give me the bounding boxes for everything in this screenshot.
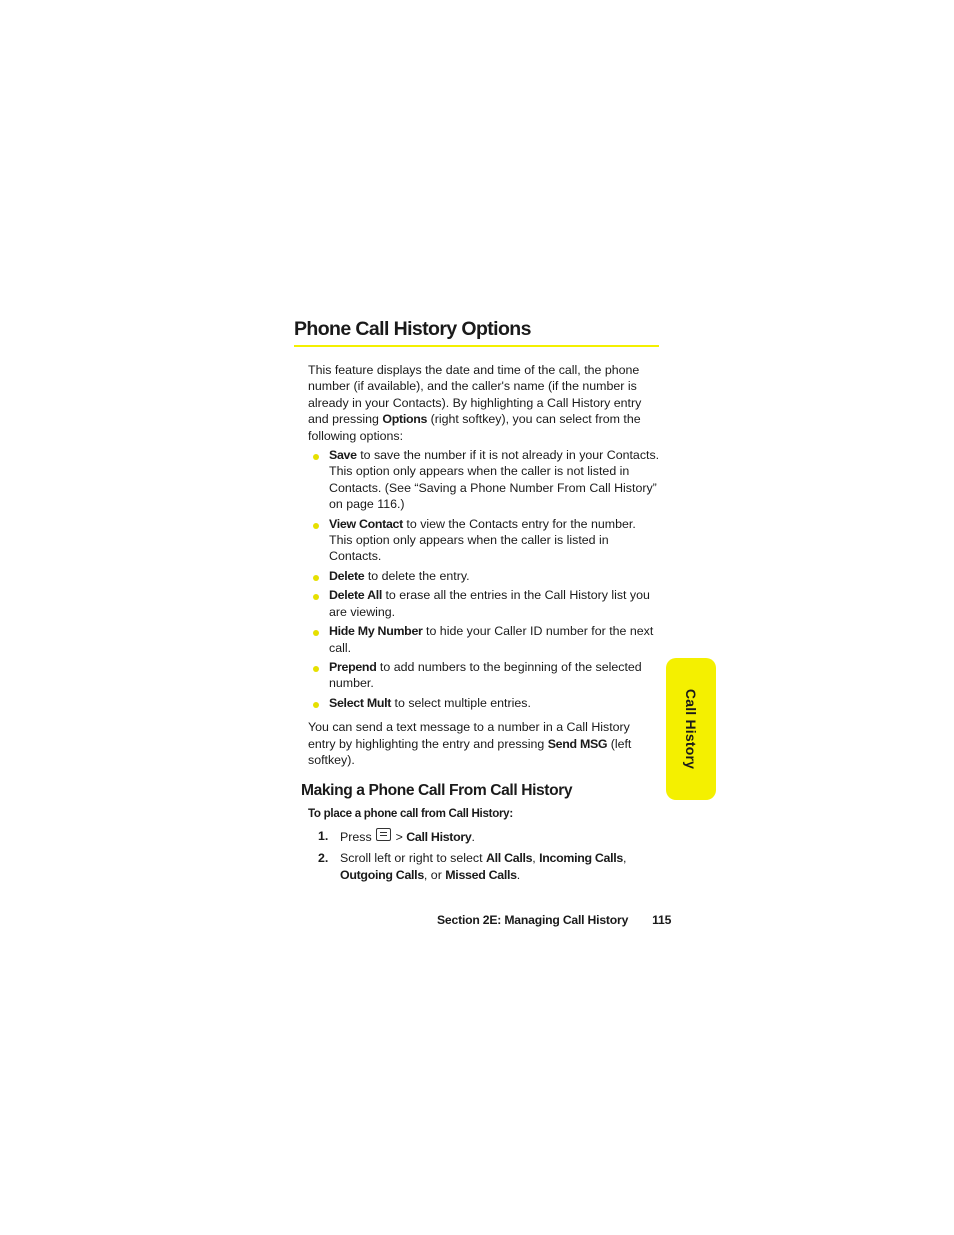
procedure-label: To place a phone call from Call History: bbox=[308, 807, 513, 821]
footer-section-label: Section 2E: Managing Call History bbox=[437, 913, 629, 927]
list-item: View Contact to view the Contacts entry for the number. This option only appears when the caller is listed in Contacts. bbox=[308, 516, 660, 565]
page-number: 115 bbox=[652, 913, 672, 927]
bullet-icon bbox=[313, 630, 319, 636]
side-tab-label: Call History bbox=[683, 688, 699, 770]
options-softkey-label: Options bbox=[382, 412, 428, 427]
bullet-icon bbox=[313, 523, 319, 529]
list-item: Prepend to add numbers to the beginning of the selected number. bbox=[308, 659, 660, 692]
bullet-icon bbox=[313, 666, 319, 672]
intro-paragraph: This feature displays the date and time of the call, the phone number (if available), and the caller's name (if the number is already in your Contacts). By highlighting a Call History entry and pressing Options (right softkey), you can select from the following options: bbox=[308, 363, 642, 443]
page-footer bbox=[437, 912, 671, 928]
send-msg-paragraph: You can send a text message to a number in a Call History entry by highlighting the entry and pressing Send MSG (left softkey). bbox=[308, 720, 632, 767]
bullet-icon bbox=[313, 594, 319, 600]
list-item: Select Mult to select multiple entries. bbox=[308, 695, 660, 711]
bullet-icon bbox=[313, 702, 319, 708]
list-item: Delete to delete the entry. bbox=[308, 568, 660, 584]
subsection-title: Making a Phone Call From Call History bbox=[301, 782, 573, 800]
list-item: Delete All to erase all the entries in the Call History list you are viewing. bbox=[308, 587, 660, 620]
options-list bbox=[308, 447, 660, 711]
step-item: 1. Press > Call History. bbox=[318, 828, 475, 844]
page-title: Phone Call History Options bbox=[294, 316, 659, 347]
bullet-icon bbox=[313, 575, 319, 581]
list-item: Save to save the number if it is not already in your Contacts. This option only appears when the caller is not listed in Contacts. (See “Saving a Phone Number From Call History” on page 116.) bbox=[308, 447, 660, 513]
menu-key-icon bbox=[376, 828, 391, 841]
step-item: 2. Scroll left or right to select All Calls, Incoming Calls, Outgoing Calls, or Missed Calls. bbox=[318, 851, 627, 882]
content-body bbox=[301, 362, 660, 888]
side-tab bbox=[666, 658, 716, 800]
list-item: Hide My Number to hide your Caller ID number for the next call. bbox=[308, 623, 660, 656]
bullet-icon bbox=[313, 454, 319, 460]
steps-list bbox=[308, 828, 660, 883]
